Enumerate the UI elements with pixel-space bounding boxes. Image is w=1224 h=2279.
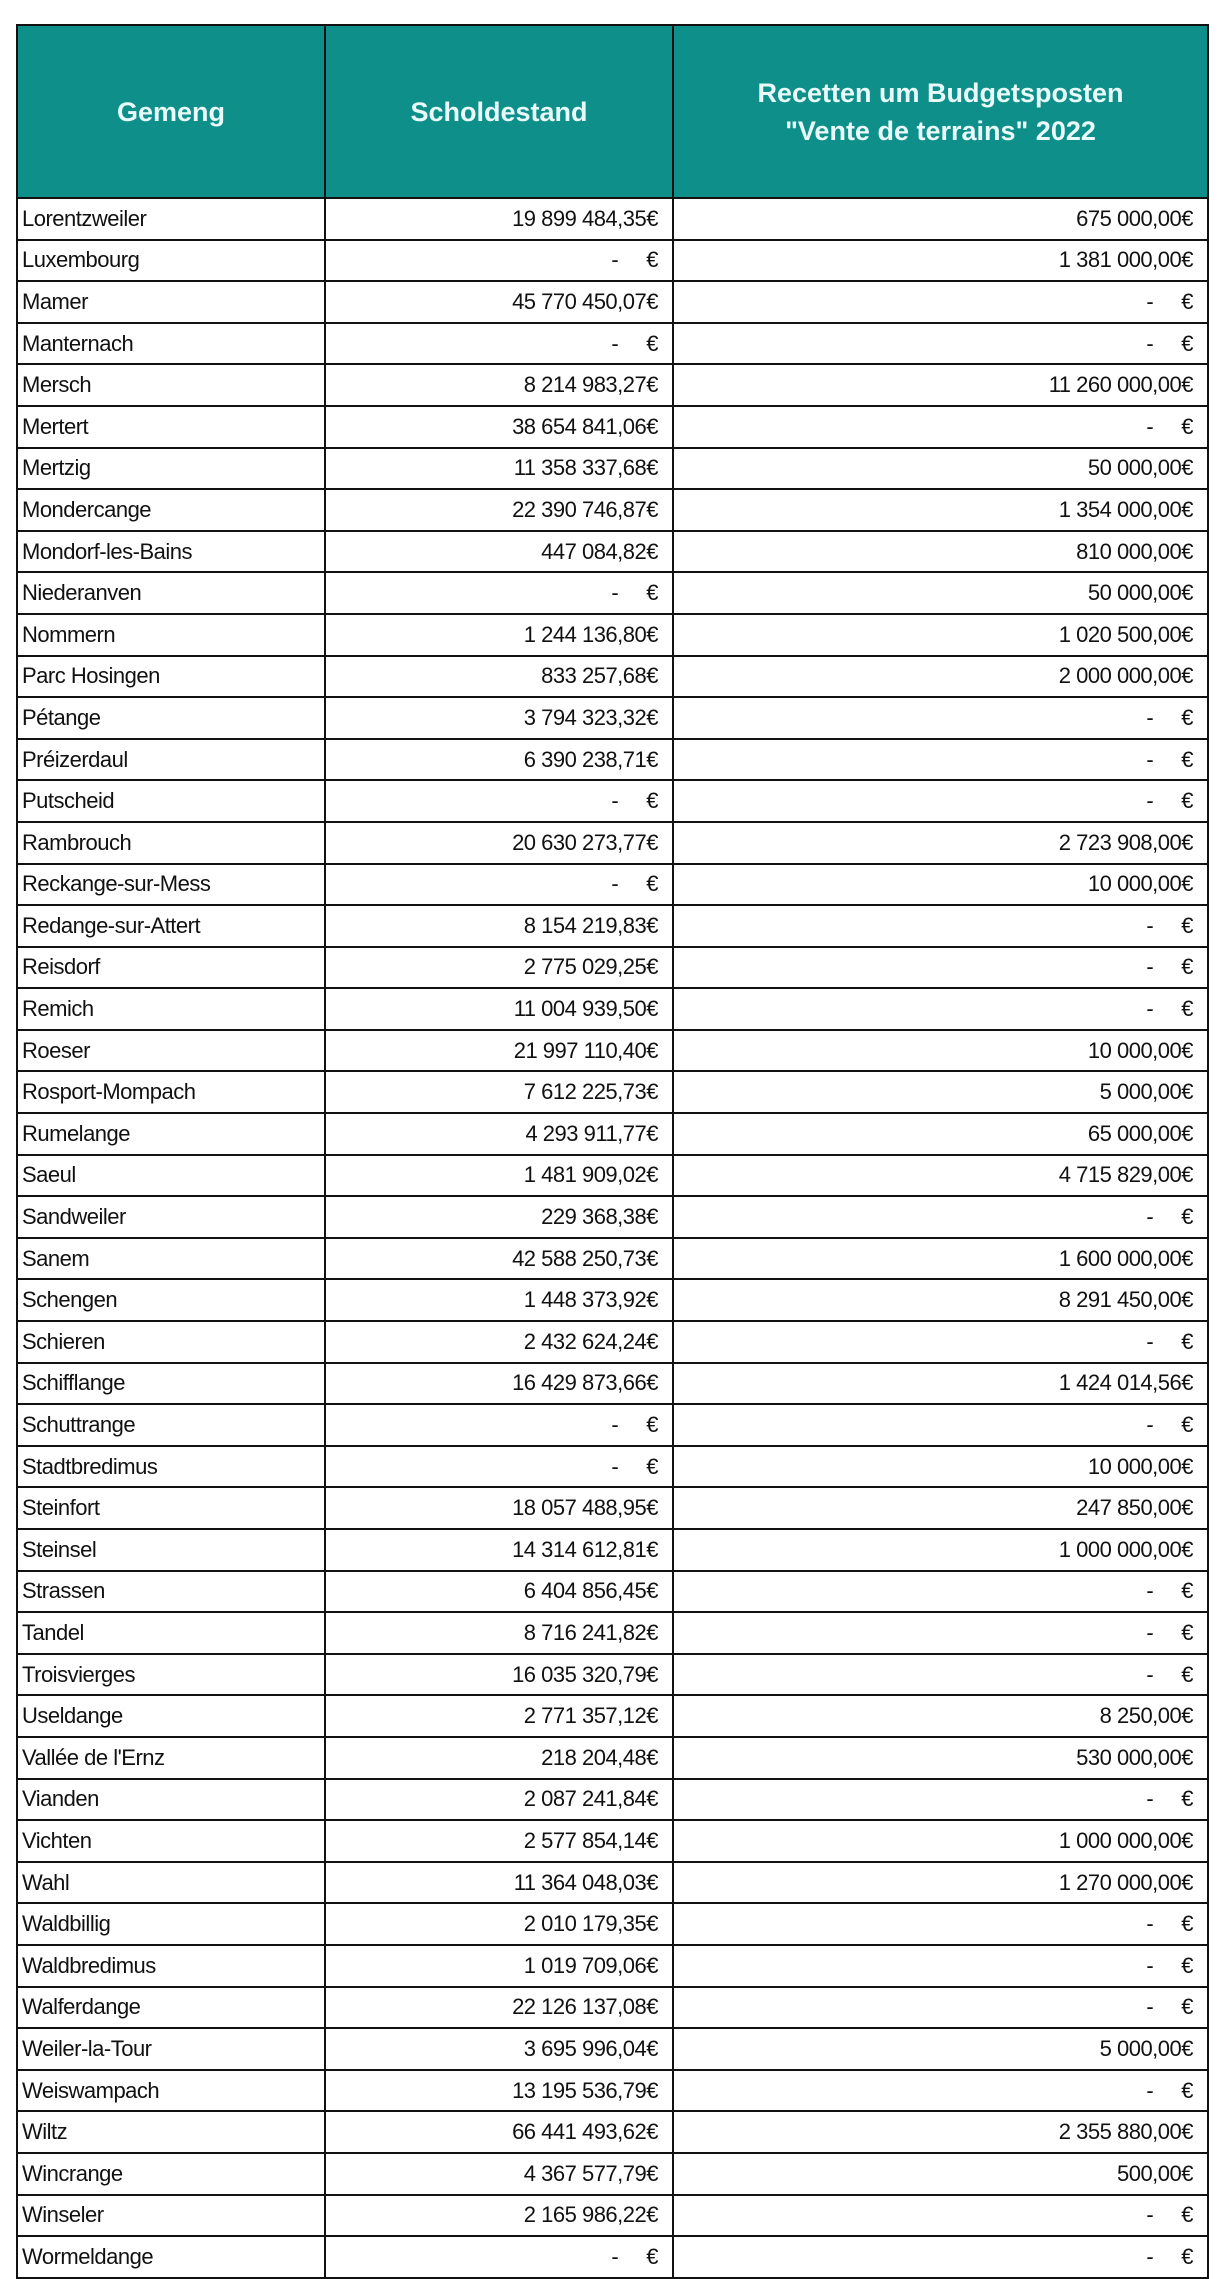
debt-cell: 229 368,38€ <box>325 1196 673 1238</box>
debt-cell: 21 997 110,40€ <box>325 1030 673 1072</box>
commune-name-cell: Sanem <box>17 1238 325 1280</box>
debt-cell: 1 448 373,92€ <box>325 1279 673 1321</box>
debt-cell: 13 195 536,79€ <box>325 2070 673 2112</box>
zero-dash: - <box>1146 2077 1154 2103</box>
table-body <box>17 198 1208 2278</box>
commune-name-cell: Nommern <box>17 614 325 656</box>
table-row <box>17 1903 1208 1945</box>
euro-sign: € <box>646 871 658 897</box>
euro-sign: € <box>646 580 658 606</box>
land-sales-revenue-cell <box>673 2236 1208 2278</box>
table-row <box>17 1155 1208 1197</box>
debt-cell: 2 087 241,84€ <box>325 1779 673 1821</box>
commune-name-cell: Wincrange <box>17 2153 325 2195</box>
debt-cell: 11 364 048,03€ <box>325 1862 673 1904</box>
table-row <box>17 614 1208 656</box>
land-sales-revenue-cell: 1 270 000,00€ <box>673 1862 1208 1904</box>
commune-name-cell: Lorentzweiler <box>17 198 325 240</box>
debt-cell: 7 612 225,73€ <box>325 1071 673 1113</box>
table-row <box>17 1945 1208 1987</box>
table-row <box>17 572 1208 614</box>
table-row <box>17 1987 1208 2029</box>
table-row <box>17 1404 1208 1446</box>
land-sales-revenue-cell <box>673 2070 1208 2112</box>
debt-cell: 18 057 488,95€ <box>325 1487 673 1529</box>
land-sales-revenue-cell: 10 000,00€ <box>673 1030 1208 1072</box>
debt-cell: 22 126 137,08€ <box>325 1987 673 2029</box>
column-header-line-1: Recetten um Budgetsposten <box>757 77 1124 108</box>
euro-sign: € <box>1181 996 1193 1022</box>
land-sales-revenue-cell <box>673 988 1208 1030</box>
commune-name-cell: Manternach <box>17 323 325 365</box>
column-header-debt: Scholdestand <box>325 25 673 198</box>
debt-cell: 45 770 450,07€ <box>325 281 673 323</box>
debt-cell: 14 314 612,81€ <box>325 1529 673 1571</box>
table-row <box>17 1446 1208 1488</box>
table-row <box>17 1695 1208 1737</box>
debt-cell: 19 899 484,35€ <box>325 198 673 240</box>
zero-dash: - <box>611 247 619 273</box>
table-header <box>17 25 1208 198</box>
land-sales-revenue-cell: 10 000,00€ <box>673 1446 1208 1488</box>
euro-sign: € <box>1181 1578 1193 1604</box>
euro-sign: € <box>646 1453 658 1479</box>
table-row <box>17 1363 1208 1405</box>
commune-name-cell: Niederanven <box>17 572 325 614</box>
table-row <box>17 2111 1208 2153</box>
land-sales-revenue-cell <box>673 1945 1208 1987</box>
debt-cell: 2 010 179,35€ <box>325 1903 673 1945</box>
land-sales-revenue-cell: 1 354 000,00€ <box>673 489 1208 531</box>
euro-sign: € <box>1181 788 1193 814</box>
table-row <box>17 1654 1208 1696</box>
zero-dash: - <box>1146 330 1154 356</box>
euro-sign: € <box>646 330 658 356</box>
euro-sign: € <box>1181 1661 1193 1687</box>
land-sales-revenue-cell: 65 000,00€ <box>673 1113 1208 1155</box>
land-sales-revenue-cell: 1 381 000,00€ <box>673 240 1208 282</box>
zero-dash: - <box>1146 1661 1154 1687</box>
debt-cell: 20 630 273,77€ <box>325 822 673 864</box>
debt-cell: 16 429 873,66€ <box>325 1363 673 1405</box>
euro-sign: € <box>646 1412 658 1438</box>
table-row <box>17 2028 1208 2070</box>
table-row <box>17 2195 1208 2237</box>
commune-name-cell: Wiltz <box>17 2111 325 2153</box>
euro-sign: € <box>1181 704 1193 730</box>
commune-name-cell: Useldange <box>17 1695 325 1737</box>
euro-sign: € <box>1181 2077 1193 2103</box>
table-row <box>17 1862 1208 1904</box>
euro-sign: € <box>1181 1619 1193 1645</box>
commune-name-cell: Mondorf-les-Bains <box>17 531 325 573</box>
debt-cell: 6 404 856,45€ <box>325 1571 673 1613</box>
land-sales-revenue-cell <box>673 697 1208 739</box>
zero-dash: - <box>1146 1911 1154 1937</box>
commune-name-cell: Pétange <box>17 697 325 739</box>
table-row <box>17 947 1208 989</box>
land-sales-revenue-cell <box>673 406 1208 448</box>
table-row <box>17 864 1208 906</box>
commune-debt-table-container <box>16 24 1207 2279</box>
land-sales-revenue-cell <box>673 947 1208 989</box>
debt-cell: 1 244 136,80€ <box>325 614 673 656</box>
zero-dash: - <box>611 580 619 606</box>
zero-dash: - <box>1146 1619 1154 1645</box>
zero-dash: - <box>611 871 619 897</box>
table-row <box>17 406 1208 448</box>
debt-cell: 2 432 624,24€ <box>325 1321 673 1363</box>
land-sales-revenue-cell <box>673 739 1208 781</box>
debt-cell: 3 794 323,32€ <box>325 697 673 739</box>
commune-name-cell: Schieren <box>17 1321 325 1363</box>
land-sales-revenue-cell: 500,00€ <box>673 2153 1208 2195</box>
table-row <box>17 240 1208 282</box>
table-row <box>17 1030 1208 1072</box>
land-sales-revenue-cell: 1 000 000,00€ <box>673 1820 1208 1862</box>
commune-name-cell: Vianden <box>17 1779 325 1821</box>
euro-sign: € <box>1181 1952 1193 1978</box>
euro-sign: € <box>1181 746 1193 772</box>
table-row <box>17 822 1208 864</box>
commune-name-cell: Remich <box>17 988 325 1030</box>
commune-name-cell: Parc Hosingen <box>17 656 325 698</box>
commune-name-cell: Reckange-sur-Mess <box>17 864 325 906</box>
table-row <box>17 198 1208 240</box>
column-header-land-sales-revenue <box>673 25 1208 198</box>
zero-dash: - <box>1146 954 1154 980</box>
commune-name-cell: Redange-sur-Attert <box>17 905 325 947</box>
land-sales-revenue-cell: 50 000,00€ <box>673 572 1208 614</box>
commune-name-cell: Weiler-la-Tour <box>17 2028 325 2070</box>
commune-name-cell: Walferdange <box>17 1987 325 2029</box>
commune-name-cell: Vallée de l'Ernz <box>17 1737 325 1779</box>
land-sales-revenue-cell: 2 000 000,00€ <box>673 656 1208 698</box>
euro-sign: € <box>1181 1412 1193 1438</box>
table-row <box>17 2070 1208 2112</box>
land-sales-revenue-cell <box>673 905 1208 947</box>
zero-dash: - <box>1146 1952 1154 1978</box>
commune-name-cell: Reisdorf <box>17 947 325 989</box>
debt-cell <box>325 1446 673 1488</box>
zero-dash: - <box>1146 1994 1154 2020</box>
debt-cell: 3 695 996,04€ <box>325 2028 673 2070</box>
table-row <box>17 905 1208 947</box>
euro-sign: € <box>646 2243 658 2269</box>
commune-name-cell: Troisvierges <box>17 1654 325 1696</box>
land-sales-revenue-cell <box>673 1196 1208 1238</box>
debt-cell: 8 154 219,83€ <box>325 905 673 947</box>
table-row <box>17 780 1208 822</box>
debt-cell <box>325 780 673 822</box>
debt-cell: 218 204,48€ <box>325 1737 673 1779</box>
table-row <box>17 739 1208 781</box>
debt-cell: 11 004 939,50€ <box>325 988 673 1030</box>
commune-name-cell: Wahl <box>17 1862 325 1904</box>
land-sales-revenue-cell: 8 291 450,00€ <box>673 1279 1208 1321</box>
commune-name-cell: Rumelange <box>17 1113 325 1155</box>
zero-dash: - <box>611 2243 619 2269</box>
land-sales-revenue-cell <box>673 1654 1208 1696</box>
euro-sign: € <box>1181 1786 1193 1812</box>
table-row <box>17 656 1208 698</box>
zero-dash: - <box>611 1453 619 1479</box>
commune-name-cell: Steinfort <box>17 1487 325 1529</box>
table-row <box>17 2236 1208 2278</box>
zero-dash: - <box>1146 912 1154 938</box>
land-sales-revenue-cell: 50 000,00€ <box>673 448 1208 490</box>
land-sales-revenue-cell: 247 850,00€ <box>673 1487 1208 1529</box>
land-sales-revenue-cell <box>673 2195 1208 2237</box>
land-sales-revenue-cell: 5 000,00€ <box>673 2028 1208 2070</box>
land-sales-revenue-cell <box>673 1404 1208 1446</box>
table-row <box>17 1071 1208 1113</box>
table-row <box>17 489 1208 531</box>
table-row <box>17 1529 1208 1571</box>
euro-sign: € <box>1181 2243 1193 2269</box>
commune-name-cell: Sandweiler <box>17 1196 325 1238</box>
commune-name-cell: Rambrouch <box>17 822 325 864</box>
debt-cell: 66 441 493,62€ <box>325 2111 673 2153</box>
euro-sign: € <box>1181 413 1193 439</box>
table-row <box>17 1279 1208 1321</box>
zero-dash: - <box>1146 1578 1154 1604</box>
land-sales-revenue-cell: 530 000,00€ <box>673 1737 1208 1779</box>
land-sales-revenue-cell <box>673 281 1208 323</box>
euro-sign: € <box>1181 954 1193 980</box>
debt-cell <box>325 2236 673 2278</box>
commune-name-cell: Schuttrange <box>17 1404 325 1446</box>
commune-name-cell: Mertert <box>17 406 325 448</box>
commune-name-cell: Stadtbredimus <box>17 1446 325 1488</box>
debt-cell: 833 257,68€ <box>325 656 673 698</box>
land-sales-revenue-cell: 10 000,00€ <box>673 864 1208 906</box>
commune-name-cell: Luxembourg <box>17 240 325 282</box>
zero-dash: - <box>1146 996 1154 1022</box>
debt-cell <box>325 572 673 614</box>
land-sales-revenue-cell <box>673 1987 1208 2029</box>
commune-name-cell: Préizerdaul <box>17 739 325 781</box>
land-sales-revenue-cell <box>673 1903 1208 1945</box>
commune-name-cell: Mondercange <box>17 489 325 531</box>
zero-dash: - <box>611 788 619 814</box>
zero-dash: - <box>1146 746 1154 772</box>
table-row <box>17 323 1208 365</box>
commune-name-cell: Strassen <box>17 1571 325 1613</box>
land-sales-revenue-cell: 675 000,00€ <box>673 198 1208 240</box>
debt-cell: 1 019 709,06€ <box>325 1945 673 1987</box>
debt-cell: 2 771 357,12€ <box>325 1695 673 1737</box>
debt-cell: 6 390 238,71€ <box>325 739 673 781</box>
table-row <box>17 1487 1208 1529</box>
column-header-commune: Gemeng <box>17 25 325 198</box>
debt-cell: 2 577 854,14€ <box>325 1820 673 1862</box>
euro-sign: € <box>1181 1994 1193 2020</box>
land-sales-revenue-cell: 8 250,00€ <box>673 1695 1208 1737</box>
land-sales-revenue-cell: 810 000,00€ <box>673 531 1208 573</box>
euro-sign: € <box>1181 1328 1193 1354</box>
table-row <box>17 1571 1208 1613</box>
debt-cell: 16 035 320,79€ <box>325 1654 673 1696</box>
zero-dash: - <box>1146 1204 1154 1230</box>
debt-cell: 4 367 577,79€ <box>325 2153 673 2195</box>
commune-debt-table <box>16 24 1209 2279</box>
land-sales-revenue-cell: 1 424 014,56€ <box>673 1363 1208 1405</box>
land-sales-revenue-cell: 2 355 880,00€ <box>673 2111 1208 2153</box>
table-row <box>17 697 1208 739</box>
debt-cell: 2 775 029,25€ <box>325 947 673 989</box>
commune-name-cell: Vichten <box>17 1820 325 1862</box>
euro-sign: € <box>1181 1204 1193 1230</box>
commune-name-cell: Putscheid <box>17 780 325 822</box>
zero-dash: - <box>1146 788 1154 814</box>
commune-name-cell: Waldbredimus <box>17 1945 325 1987</box>
land-sales-revenue-cell: 2 723 908,00€ <box>673 822 1208 864</box>
table-row <box>17 1238 1208 1280</box>
commune-name-cell: Rosport-Mompach <box>17 1071 325 1113</box>
commune-name-cell: Mersch <box>17 364 325 406</box>
debt-cell: 447 084,82€ <box>325 531 673 573</box>
euro-sign: € <box>1181 912 1193 938</box>
euro-sign: € <box>1181 1911 1193 1937</box>
debt-cell: 2 165 986,22€ <box>325 2195 673 2237</box>
zero-dash: - <box>611 330 619 356</box>
land-sales-revenue-cell <box>673 780 1208 822</box>
land-sales-revenue-cell <box>673 1321 1208 1363</box>
table-row <box>17 1321 1208 1363</box>
land-sales-revenue-cell: 5 000,00€ <box>673 1071 1208 1113</box>
commune-name-cell: Schifflange <box>17 1363 325 1405</box>
zero-dash: - <box>1146 1412 1154 1438</box>
debt-cell <box>325 240 673 282</box>
table-row <box>17 1737 1208 1779</box>
debt-cell: 8 716 241,82€ <box>325 1612 673 1654</box>
column-header-line-2: "Vente de terrains" 2022 <box>785 115 1096 146</box>
commune-name-cell: Saeul <box>17 1155 325 1197</box>
commune-name-cell: Tandel <box>17 1612 325 1654</box>
zero-dash: - <box>1146 704 1154 730</box>
debt-cell <box>325 864 673 906</box>
euro-sign: € <box>1181 330 1193 356</box>
land-sales-revenue-cell: 1 000 000,00€ <box>673 1529 1208 1571</box>
land-sales-revenue-cell <box>673 1779 1208 1821</box>
debt-cell: 1 481 909,02€ <box>325 1155 673 1197</box>
land-sales-revenue-cell <box>673 323 1208 365</box>
table-row <box>17 1612 1208 1654</box>
land-sales-revenue-cell: 4 715 829,00€ <box>673 1155 1208 1197</box>
land-sales-revenue-cell: 1 600 000,00€ <box>673 1238 1208 1280</box>
debt-cell <box>325 1404 673 1446</box>
land-sales-revenue-cell <box>673 1612 1208 1654</box>
commune-name-cell: Mamer <box>17 281 325 323</box>
euro-sign: € <box>646 788 658 814</box>
table-row <box>17 1820 1208 1862</box>
table-row <box>17 1113 1208 1155</box>
zero-dash: - <box>1146 413 1154 439</box>
table-row <box>17 531 1208 573</box>
debt-cell: 22 390 746,87€ <box>325 489 673 531</box>
commune-name-cell: Weiswampach <box>17 2070 325 2112</box>
table-row <box>17 988 1208 1030</box>
land-sales-revenue-cell: 11 260 000,00€ <box>673 364 1208 406</box>
debt-cell: 8 214 983,27€ <box>325 364 673 406</box>
zero-dash: - <box>611 1412 619 1438</box>
zero-dash: - <box>1146 288 1154 314</box>
debt-cell: 4 293 911,77€ <box>325 1113 673 1155</box>
zero-dash: - <box>1146 2202 1154 2228</box>
euro-sign: € <box>1181 2202 1193 2228</box>
table-row <box>17 281 1208 323</box>
table-row <box>17 364 1208 406</box>
table-row <box>17 2153 1208 2195</box>
land-sales-revenue-cell <box>673 1571 1208 1613</box>
header-row <box>17 25 1208 198</box>
debt-cell <box>325 323 673 365</box>
zero-dash: - <box>1146 2243 1154 2269</box>
commune-name-cell: Roeser <box>17 1030 325 1072</box>
zero-dash: - <box>1146 1328 1154 1354</box>
commune-name-cell: Winseler <box>17 2195 325 2237</box>
debt-cell: 11 358 337,68€ <box>325 448 673 490</box>
commune-name-cell: Steinsel <box>17 1529 325 1571</box>
commune-name-cell: Wormeldange <box>17 2236 325 2278</box>
euro-sign: € <box>1181 288 1193 314</box>
commune-name-cell: Mertzig <box>17 448 325 490</box>
debt-cell: 38 654 841,06€ <box>325 406 673 448</box>
debt-cell: 42 588 250,73€ <box>325 1238 673 1280</box>
commune-name-cell: Schengen <box>17 1279 325 1321</box>
commune-name-cell: Waldbillig <box>17 1903 325 1945</box>
table-row <box>17 448 1208 490</box>
land-sales-revenue-cell: 1 020 500,00€ <box>673 614 1208 656</box>
table-row <box>17 1779 1208 1821</box>
table-row <box>17 1196 1208 1238</box>
zero-dash: - <box>1146 1786 1154 1812</box>
euro-sign: € <box>646 247 658 273</box>
